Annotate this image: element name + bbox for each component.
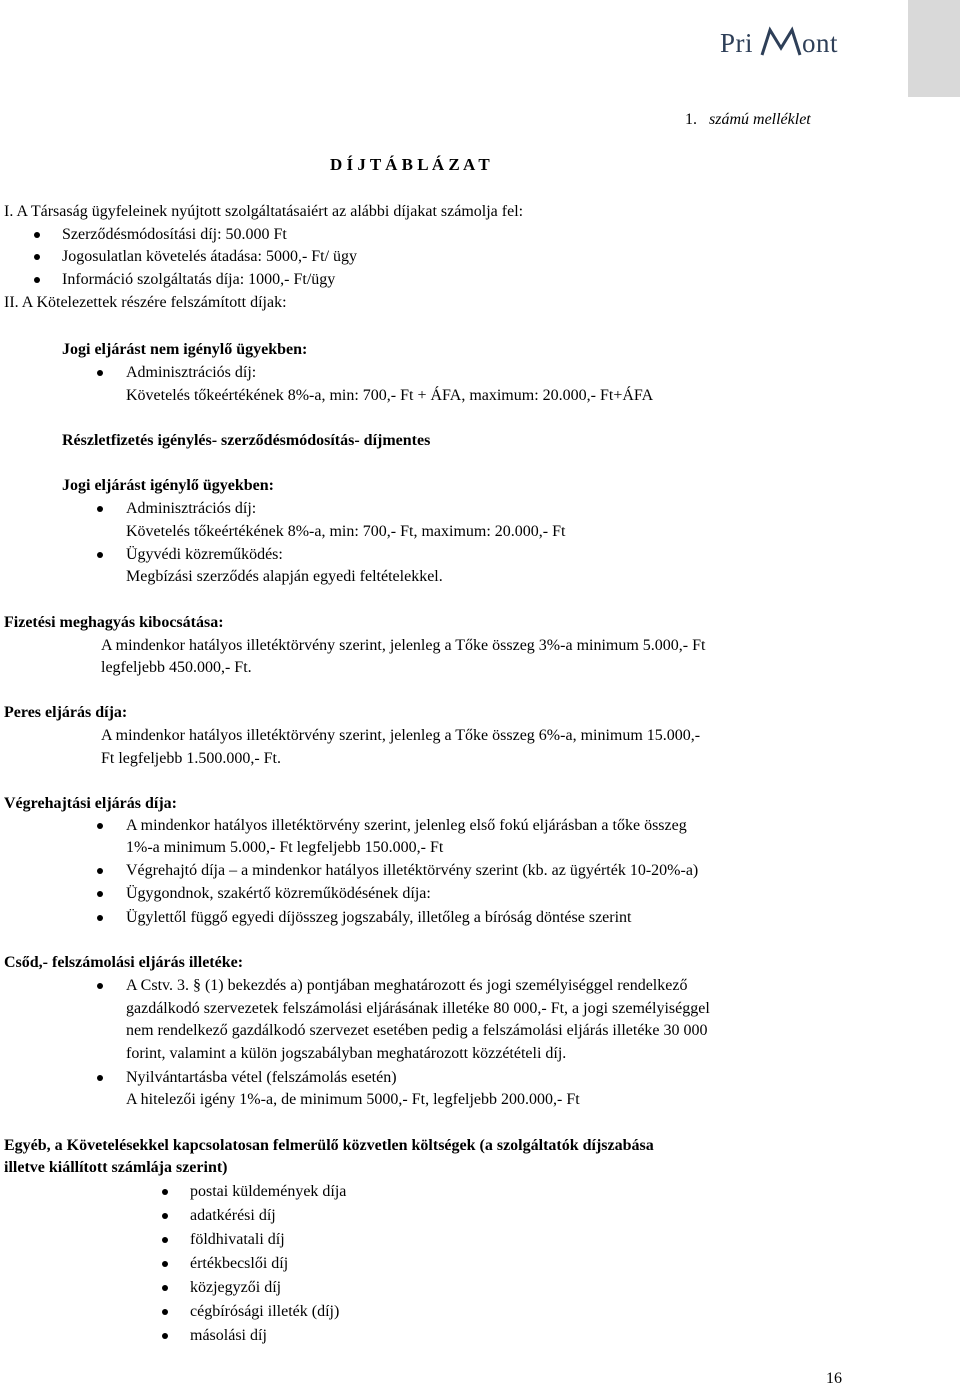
payment-order-line-1: A mindenkor hatályos illetéktörvény szerint, jelenleg a Tőke összeg 3%-a minimum 5.000,- Ft bbox=[101, 637, 706, 654]
other-cost-item: másolási díj bbox=[190, 1327, 267, 1344]
bullet-icon bbox=[34, 232, 40, 238]
bullet-icon bbox=[162, 1189, 168, 1195]
litigation-heading: Peres eljárás díja: bbox=[4, 704, 128, 721]
annex-number: 1. bbox=[685, 111, 697, 128]
other-cost-item: cégbírósági illeték (díj) bbox=[190, 1303, 340, 1320]
nonlegal-detail: Követelés tőkeértékének 8%-a, min: 700,- Ft + ÁFA, maximum: 20.000,- Ft+ÁFA bbox=[126, 387, 654, 404]
logo-text-right: ont bbox=[802, 28, 839, 58]
legal-item-2-detail: Megbízási szerződés alapján egyedi feltételekkel. bbox=[126, 568, 443, 585]
bullet-icon bbox=[162, 1237, 168, 1243]
other-costs-heading-line-1: Egyéb, a Követelésekkel kapcsolatosan felmerülő közvetlen költségek (a szolgáltatók díjszabása bbox=[4, 1137, 654, 1154]
other-cost-item: földhivatali díj bbox=[190, 1231, 285, 1248]
other-cost-item: közjegyzői díj bbox=[190, 1279, 282, 1296]
primont-logo bbox=[716, 24, 866, 64]
enforcement-heading: Végrehajtási eljárás díja: bbox=[4, 795, 177, 812]
bullet-icon bbox=[97, 915, 103, 921]
bullet-icon bbox=[97, 868, 103, 874]
other-cost-item: postai küldemények díja bbox=[190, 1183, 347, 1200]
logo-m-icon bbox=[760, 24, 802, 58]
legal-item-1-detail: Követelés tőkeértékének 8%-a, min: 700,- Ft, maximum: 20.000,- Ft bbox=[126, 523, 566, 540]
bullet-icon bbox=[97, 506, 103, 512]
corner-decoration bbox=[908, 0, 960, 97]
other-cost-item: adatkérési díj bbox=[190, 1207, 276, 1224]
bullet-icon bbox=[97, 983, 103, 989]
bullet-icon bbox=[34, 254, 40, 260]
bullet-icon bbox=[97, 891, 103, 897]
section2-heading: II. A Kötelezettek részére felszámított díjak: bbox=[4, 294, 287, 311]
section1-item-3: Információ szolgáltatás díja: 1000,- Ft/ügy bbox=[62, 271, 336, 288]
legal-item-2: Ügyvédi közreműködés: bbox=[126, 546, 283, 563]
nonlegal-heading: Jogi eljárást nem igénylő ügyekben: bbox=[62, 341, 308, 358]
other-cost-item: értékbecslői díj bbox=[190, 1255, 289, 1272]
bullet-icon bbox=[162, 1309, 168, 1315]
section1-item-1: Szerződésmódosítási díj: 50.000 Ft bbox=[62, 226, 287, 243]
annex-reference bbox=[685, 110, 811, 130]
enforcement-item-1-line-2: 1%-a minimum 5.000,- Ft legfeljebb 150.000,- Ft bbox=[126, 839, 444, 856]
annex-label: számú melléklet bbox=[709, 111, 811, 128]
bullet-icon bbox=[162, 1333, 168, 1339]
bullet-icon bbox=[97, 370, 103, 376]
litigation-line-1: A mindenkor hatályos illetéktörvény szerint, jelenleg a Tőke összeg 6%-a, minimum 15.000,- bbox=[101, 727, 701, 744]
other-costs-heading-line-2: illetve kiállított számlája szerint) bbox=[4, 1159, 228, 1176]
installment-note: Részletfizetés igénylés- szerződésmódosítás- díjmentes bbox=[62, 432, 431, 449]
section1-item-2: Jogosulatlan követelés átadása: 5000,- Ft/ ügy bbox=[62, 248, 358, 265]
bullet-icon bbox=[162, 1261, 168, 1267]
bankruptcy-item-1-line-3: nem rendelkező gazdálkodó szervezet esetében pedig a felszámolási eljárás illetéke 30 000 bbox=[126, 1022, 708, 1039]
bullet-icon bbox=[162, 1285, 168, 1291]
bankruptcy-item-1-line-4: forint, valamint a külön jogszabályban meghatározott közzétételi díj. bbox=[126, 1045, 567, 1062]
nonlegal-item: Adminisztrációs díj: bbox=[126, 364, 257, 381]
litigation-line-2: Ft legfeljebb 1.500.000,- Ft. bbox=[101, 750, 281, 767]
payment-order-line-2: legfeljebb 450.000,- Ft. bbox=[101, 659, 252, 676]
enforcement-item-3: Ügygondnok, szakértő közreműködésének díja: bbox=[126, 885, 431, 902]
bankruptcy-item-1-line-2: gazdálkodó szervezetek felszámolási eljárásának illetéke 80 000,- Ft, a jogi személyiséggel bbox=[126, 1000, 710, 1017]
bankruptcy-heading: Csőd,- felszámolási eljárás illetéke: bbox=[4, 954, 244, 971]
enforcement-item-2: Végrehajtó díja – a mindenkor hatályos illetéktörvény szerint (kb. az ügyérték 10-20%-a) bbox=[126, 862, 699, 879]
logo-text-left: Pri bbox=[720, 28, 754, 58]
legal-item-1: Adminisztrációs díj: bbox=[126, 500, 257, 517]
bullet-icon bbox=[97, 823, 103, 829]
enforcement-item-1-line-1: A mindenkor hatályos illetéktörvény szerint, jelenleg első fokú eljárásban a tőke összeg bbox=[126, 817, 687, 834]
bankruptcy-item-2-line-1: Nyilvántartásba vétel (felszámolás esetén) bbox=[126, 1069, 397, 1086]
enforcement-item-4: Ügylettől függő egyedi díjösszeg jogszabály, illetőleg a bíróság döntése szerint bbox=[126, 909, 632, 926]
legal-heading: Jogi eljárást igénylő ügyekben: bbox=[62, 477, 274, 494]
bullet-icon bbox=[162, 1213, 168, 1219]
bullet-icon bbox=[97, 552, 103, 558]
bullet-icon bbox=[34, 277, 40, 283]
page-title: D Í J T Á B L Á Z A T bbox=[330, 155, 490, 174]
bankruptcy-item-1-line-1: A Cstv. 3. § (1) bekezdés a) pontjában meghatározott és jogi személyiséggel rendelkező bbox=[126, 977, 688, 994]
section1-heading: I. A Társaság ügyfeleinek nyújtott szolgáltatásaiért az alábbi díjakat számolja fel: bbox=[4, 203, 524, 220]
bullet-icon bbox=[97, 1075, 103, 1081]
payment-order-heading: Fizetési meghagyás kibocsátása: bbox=[4, 614, 224, 631]
bankruptcy-item-2-line-2: A hitelezői igény 1%-a, de minimum 5000,- Ft, legfeljebb 200.000,- Ft bbox=[126, 1091, 580, 1108]
page-number: 16 bbox=[826, 1370, 842, 1387]
